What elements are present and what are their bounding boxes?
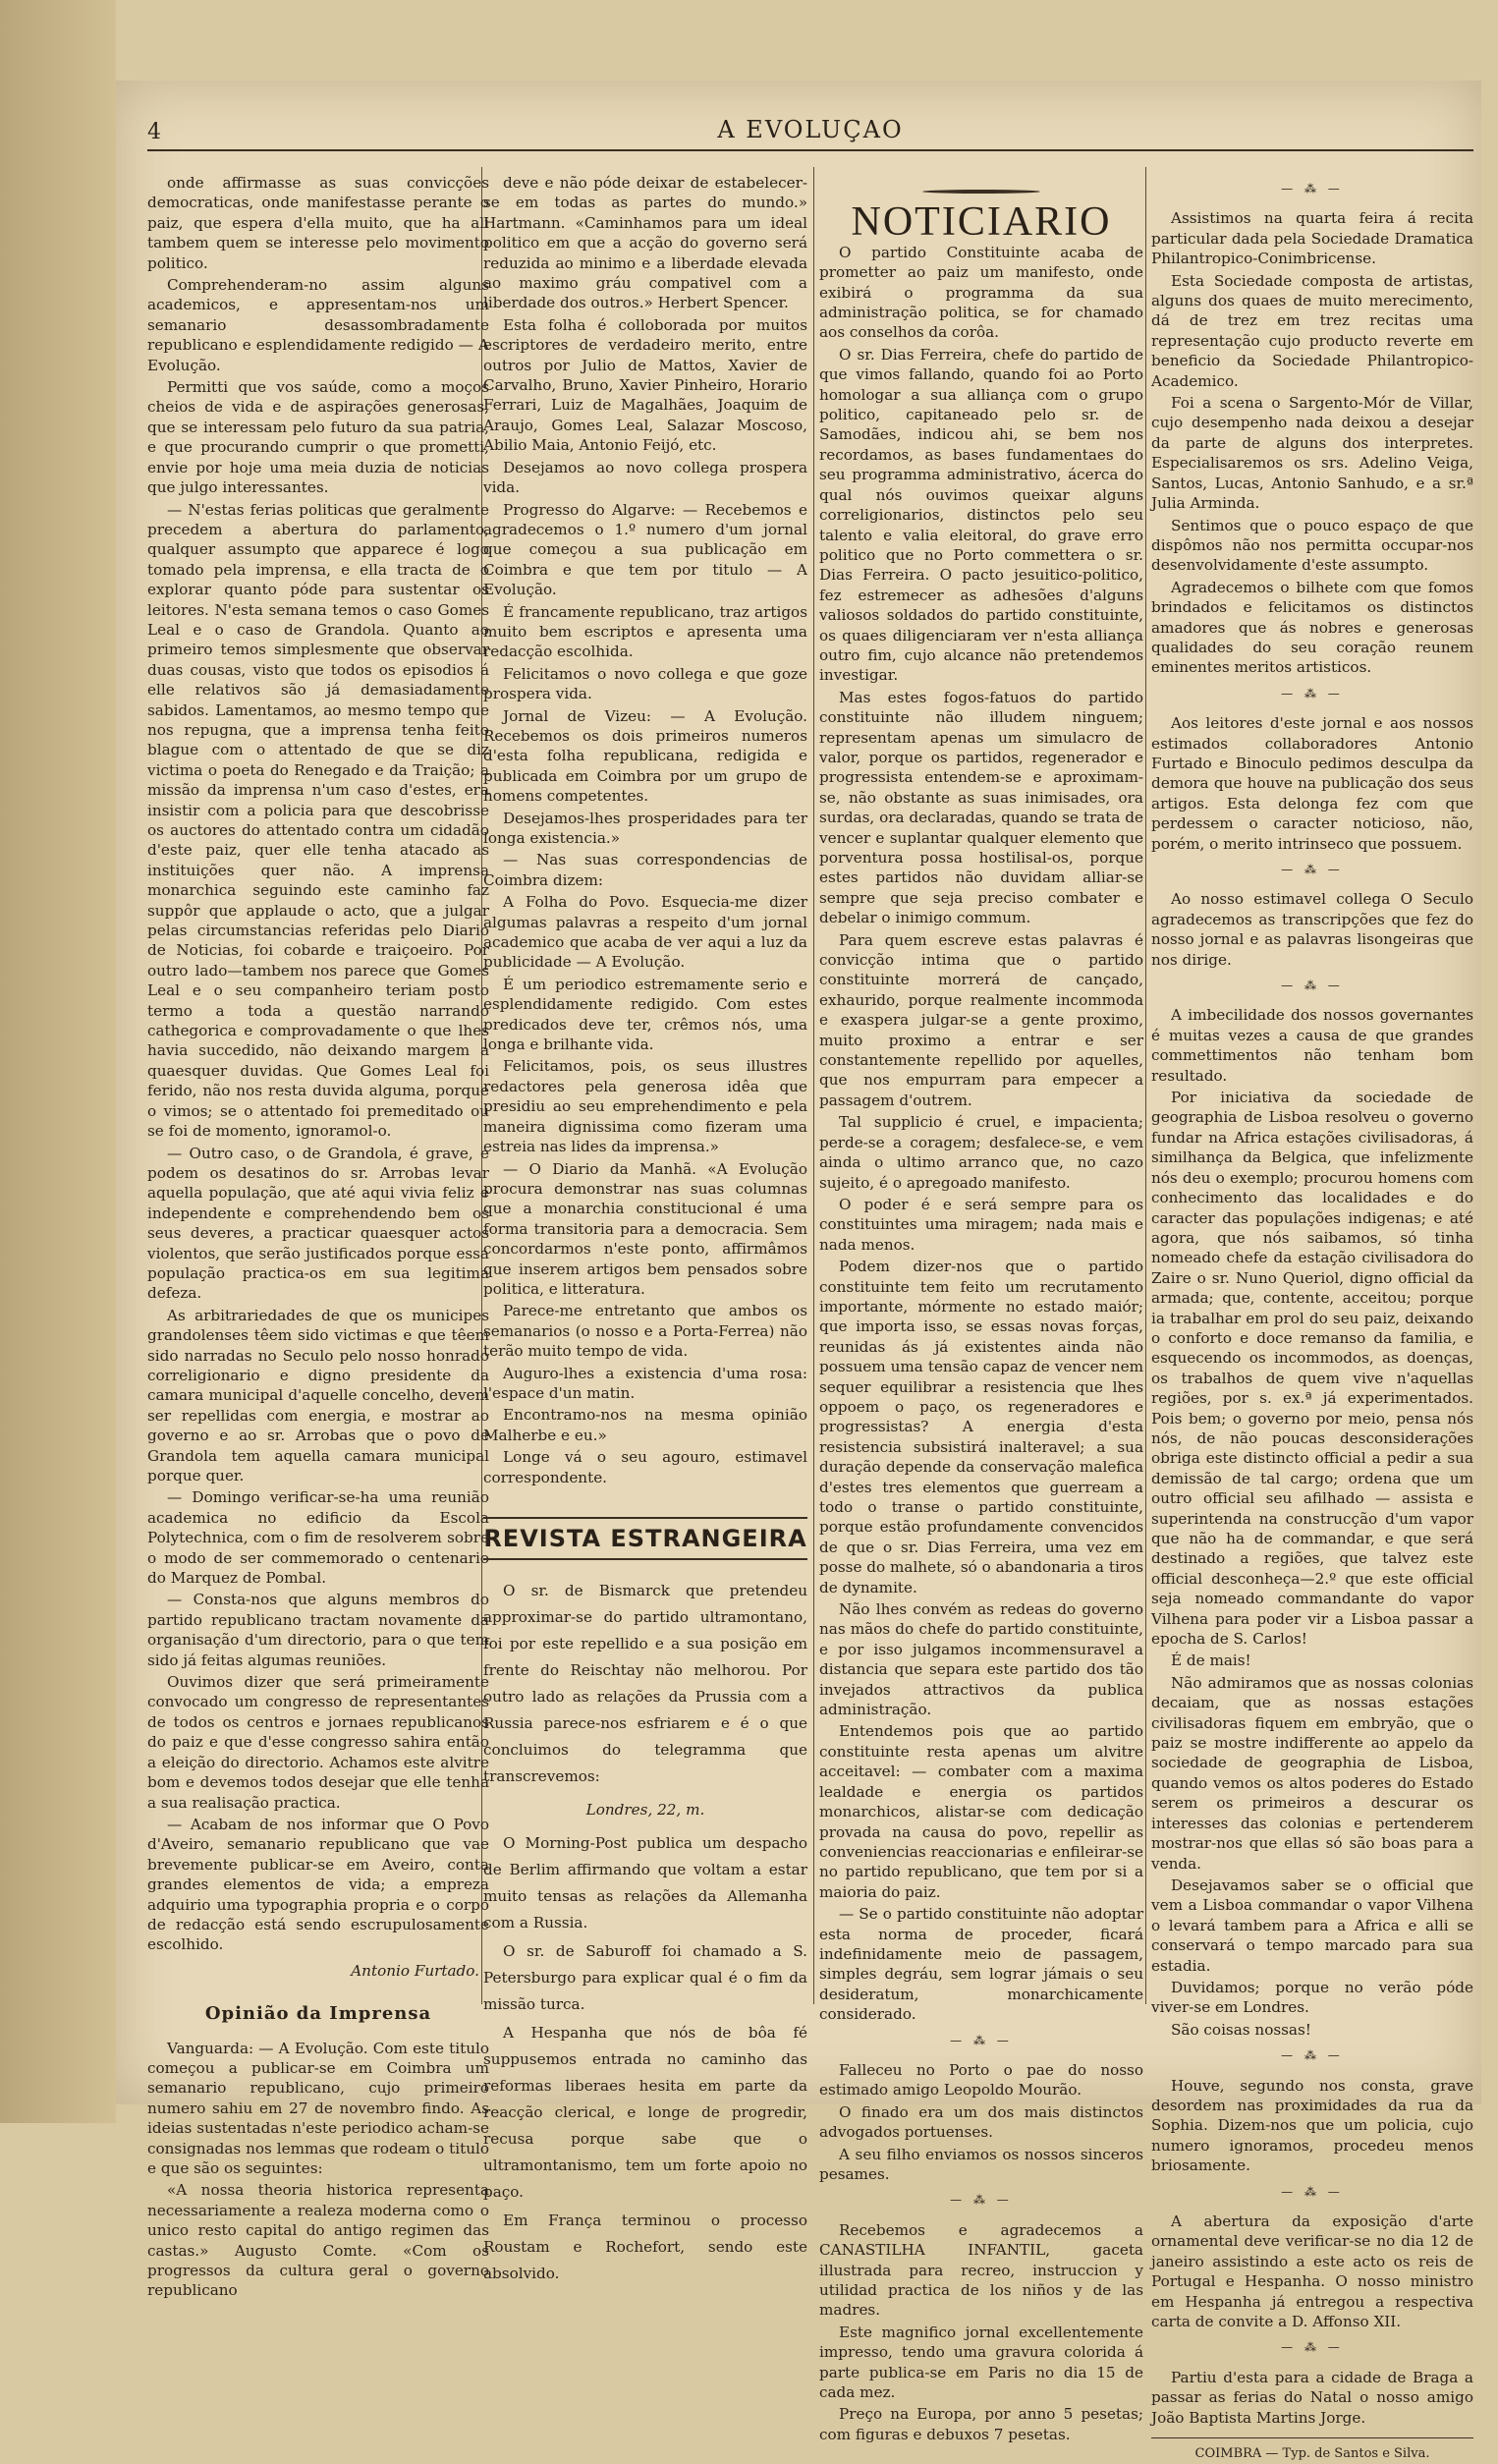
paragraph: O poder é e será sempre para os constituintes uma miragem; nada mais e nada menos. (819, 1195, 1143, 1254)
paragraph: A Folha do Povo. Esquecia-me dizer algumas palavras a respeito d'um jornal academico que acaba de ver aqui a luz da publicidade — A Evolução. (483, 893, 807, 972)
paragraph: Preço na Europa, por anno 5 pesetas; com figuras e debuxos 7 pesetas. (819, 2405, 1143, 2443)
paragraph: Recebemos e agradecemos a CANASTILHA INFANTIL, gaceta illustrada para recreo, instruccion y utilidad practica de los niños y de las madres. (819, 2220, 1143, 2320)
paragraph: Desejamos-lhes prosperidades para ter longa existencia.» (483, 809, 807, 847)
paragraph: O partido Constituinte acaba de prometter ao paiz um manifesto, onde exibirá o programma da sua administração politica, se for chamado aos conselhos da corôa. (819, 243, 1143, 342)
paragraph: Não lhes convém as redeas do governo nas mãos do chefe do partido constituinte, e por isso julgamos incommensuravel a distancia que separa este partido dos tão invejados attractivos da publica administração. (819, 1600, 1143, 1719)
paragraph: Auguro-lhes a existencia d'uma rosa: l'espace d'un matin. (483, 1364, 807, 1402)
paragraph: Comprehenderam-no assim alguns academicos, e appresentam-nos um semanario desassombradamente republicano e esplendidamente redigido — A Evolução. (147, 276, 489, 374)
paragraph: É de mais! (1171, 1652, 1251, 1670)
separator: — ⁂ — (1281, 863, 1344, 876)
paragraph: Desejamos ao novo collega prospera vida. (483, 458, 807, 497)
paragraph: deve e não póde deixar de estabelecer-se em todas as partes do mundo.» Hartmann. «Caminhamos para um ideal politico em que a acção do governo será reduzida ao minimo e a liberdade elevada ao maximo gráu compativel com a liberdade dos outros.» Herbert Spencer. (483, 174, 807, 312)
signature: Antonio Furtado. (351, 1961, 479, 1980)
paragraph: Entendemos pois que ao partido constituinte resta apenas um alvitre acceitavel: — combater com a maxima lealdade e energia os partidos monarchicos, alistar-se com dedicação provada na causa do povo, repellir as conveniencias reaccionarias e enfileirar-se no partido republicano, que tem por si a maioria do paiz. (819, 1722, 1143, 1901)
paragraph: Parece-me entretanto que ambos os semanarios (o nosso e a Porta-Ferrea) não terão muito tempo de vida. (483, 1302, 807, 1361)
paragraph: Não admiramos que as nossas colonias decaiam, que as nossas estações civilisadoras fiquem em embryão, que o paiz se mostre indifferente ao appelo da sociedade de geographia de Lisboa, quando vemos os altos poderes do Estado serem os primeiros a descurar os interesses das colonias e pertenderem mostrar-nos que ellas só são boas para a venda. (1151, 1673, 1473, 1873)
paragraph: Sentimos que o pouco espaço de que dispômos não nos permitta occupar-nos desenvolvidamente d'este assumpto. (1151, 516, 1473, 575)
paragraph: — O Diario da Manhã. «A Evolução procura demonstrar nas suas columnas que a monarchia constitucional é uma forma transitoria para a democracia. Sem concordarmos n'este ponto, affirmâmos que inserem artigos bem pensados sobre politica, e litteratura. (483, 1159, 807, 1298)
paragraph: Para quem escreve estas palavras é convicção intima que o partido constituinte morrerá de cançado, exhaurido, porque realmente incommoda e exaspera julgar-se a gente proximo, muito proximo a entrar e ser constantemente repellido por aquelles, que nos empurram para empecer a passagem d'outrem. (819, 930, 1143, 1109)
paragraph: — Consta-nos que alguns membros do partido republicano tractam novamente da organisação d'um directorio, para o que tem sido já feitas algumas reuniões. (147, 1591, 489, 1669)
paragraph: Esta Sociedade composta de artistas, alguns dos quaes de muito merecimento, dá de trez em trez recitas uma representação cujo producto reverte em beneficio da Sociedade Philantropico-Academico. (1151, 271, 1473, 390)
paragraph: Foi a scena o Sargento-Mór de Villar, cujo desempenho nada deixou a desejar da parte de alguns dos interpretes. Especialisaremos os srs. Adelino Veiga, Santos, Lucas, Antonio Sanhudo, e a sr.ª Julia Arminda. (1151, 394, 1473, 513)
section-title-opiniao: Opinião da Imprensa (204, 2003, 432, 2025)
paragraph: Ouvimos dizer que será primeiramente convocado um congresso de representantes de todos os centros e jornaes republicanos do paiz e que d'esse congresso sahira então a eleição do directorio. Achamos este alvitre bom e devemos todos desejar que elle tenha a sua realisação practica. (147, 1673, 489, 1812)
paragraph: A imbecilidade dos nossos governantes é muitas vezes a causa de que grandes commettimentos não tenham bom resultado. (1151, 1006, 1473, 1085)
paragraph: Falleceu no Porto o pae do nosso estimado amigo Leopoldo Mourão. (819, 2060, 1143, 2100)
paragraph: — Outro caso, o de Grandola, é grave, e podem os desatinos do sr. Arrobas levar aquella população, que até aqui vivia feliz e independente e comprehendendo bem os seus deveres, a practicar quaesquer actos violentos, que serão justificados porque essa população practica-os em sua legitima defeza. (147, 1144, 489, 1303)
page-edge (0, 0, 116, 2123)
paragraph: «A nossa theoria historica representa necessariamente a realeza moderna como o unico resto capital do antigo regimen das castas.» Augusto Comte. «Com os progressos da cultura geral o governo republicano (147, 2181, 489, 2300)
printer-imprint: COIMBRA — Typ. de Santos e Silva. (1151, 2437, 1473, 2464)
separator: — ⁂ — (1281, 2340, 1344, 2355)
paragraph: A Hespanha que nós de bôa fé suppusemos entrada no caminho das reformas liberaes hesita em parte da reacção clerical, e longe de progredir, recusa porque sabe que o ultramontanismo, tem um forte apoio no paço. (483, 2023, 807, 2201)
paragraph: Mas estes fogos-fatuos do partido constituinte não illudem ninguem; representam apenas um simulacro de valor, porque os partidos, regenerador e progressista entendem-se e aproximam-se, não obstante as suas inimisades, ora surdas, ora declaradas, quando se trata de vencer e suplantar qualquer elemento que porventura possa hostilisal-os, porque estes partidos não duvidam alliar-se sempre que seja preciso combater e debelar o inimigo commum. (819, 688, 1143, 927)
column-rule (1145, 167, 1146, 2004)
paragraph: É um periodico estremamente serio e esplendidamente redigido. Com estes predicados deve ter, crêmos nós, uma longa e brilhante vida. (483, 975, 807, 1054)
paragraph: São coisas nossas! (1171, 2020, 1311, 2039)
paragraph: Felicitamos o novo collega e que goze prospera vida. (483, 664, 807, 703)
column-1 (147, 173, 489, 2303)
separator: — ⁂ — (1281, 2048, 1344, 2063)
paragraph: O sr. de Bismarck que pretendeu approximar-se do partido ultramontano, foi por este repellido e a sua posição em frente do Reischtay não melhorou. Por outro lado as relações da Prussia com a Russia parece-nos esfriarem e é o que concluimos do telegramma que transcrevemos: (483, 1582, 807, 1786)
paragraph: O sr. Dias Ferreira, chefe do partido de que vimos fallando, quando foi ao Porto homologar a sua alliança com o grupo politico, capitaneado pelo sr. de Samodães, indicou ahi, se bem nos recordamos, as bases fundamentaes do seu programma administrativo, ácerca do qual nós ouvimos queixar alguns correligionarios, distinctos pelo seu talento e valia eleitoral, do grave erro politico que no Porto commettera o sr. Dias Ferreira. O pacto jesuitico-politico, fez estremecer as adhesões d'alguns valiosos soldados do partido constituinte, os quaes diligenciaram ver n'esta alliança outro fim, cujo alcance não pretendemos investigar. (819, 345, 1143, 685)
paragraph: — Se o partido constituinte não adoptar esta norma de proceder, ficará indefinidamente meio de passagem, simples degráu, sem lograr jámais o seu desideratum, monarchicamente considerado. (819, 1905, 1143, 2024)
paragraph: Jornal de Vizeu: — A Evolução. Recebemos os dois primeiros numeros d'esta folha republicana, redigida e publicada em Coimbra por um grupo de homens competentes. (483, 706, 807, 806)
paragraph: Este magnifico jornal excellentemente impresso, tendo uma gravura colorida á parte publica-se em Paris no dia 15 de cada mez. (819, 2323, 1143, 2402)
separator: — ⁂ — (950, 2193, 1013, 2208)
paragraph: Encontramo-nos na mesma opinião Malherbe e eu.» (483, 1406, 807, 1444)
paragraph: onde affirmasse as suas convicções democraticas, onde manifestasse perante o paiz, que espera d'ella muito, que ha ali tambem quem se interesse pelo movimento politico. (147, 174, 489, 272)
paragraph: — Nas suas correspondencias de Coimbra dizem: (483, 851, 807, 889)
dateline: Londres, 22, m. (585, 1801, 705, 1820)
paragraph: Podem dizer-nos que o partido constituinte tem feito um recrutamento importante, mórmente no estado maiór; que importa isso, se essas novas forças, reunidas ás já existentes ainda não possuem uma tensão capaz de vencer nem sequer equilibrar a resistencia que lhes oppoem o paço, os regeneradores e progressistas? A energia d'esta resistencia subsistirá inalteravel; a sua duração depende da conservação malefica d'estes tres elementos que guerream a todo o transe o partido constituinte, porque estão profundamente convencidos de que o sr. Dias Ferreira, uma vez em posse do malhete, só o abandonaria a tiros de dynamite. (819, 1258, 1143, 1596)
paragraph: O finado era um dos mais distinctos advogados portuenses. (819, 2102, 1143, 2142)
column-2 (483, 173, 807, 2289)
paragraph: Aos leitores d'este jornal e aos nossos estimados collaboradores Antonio Furtado e Binoculo pedimos desculpa da demora que houve na publicação dos seus artigos. Esta delonga fez com que perdessem o caracter noticioso, não, porém, o merito intrinseco que possuem. (1151, 714, 1473, 853)
paragraph: Desejavamos saber se o official que vem a Lisboa commandar o vapor Vilhena o levará tambem para a Africa e alli se conservará o tempo marcado para sua estadia. (1151, 1876, 1473, 1975)
paper-title: A EVOLUÇAO (717, 116, 904, 143)
paragraph: Por iniciativa da sociedade de geographia de Lisboa resolveu o governo fundar na Africa estações civilisadoras, á similhança da Belgica, que infelizmente nós deu o exemplo; procurou homens com conhecimento das localidades e do caracter das populações indigenas; e até agora, que nós saibamos, só tinha nomeado chefe da estação civilisadora do Zaire o sr. Nuno Queriol, digno official da armada; que, contente, acceitou; porque ia trabalhar em prol do seu paiz, deixando o conforto e doce remanso da familia, e esquecendo os incommodos, as doenças, os trabalhos de quem vive n'aquellas regiões, por s. ex.ª já experimentados. Pois bem; o governo por meio, pensa nós nós, de não poucas desconsiderações obriga este distincto official a pedir a sua demissão de tal cargo; ordena que um outro official seu afilhado — assista e superintenda na construcção d'um vapor que não ha de commandar, e que será destinado a regiões, que talvez este official desconheça—2.º que este official seja nomeado commandante do vapor Vilhena para poder vir a Lisboa passar a epocha de S. Carlos! (1151, 1089, 1473, 1649)
paragraph: Permitti que vos saúde, como a moços cheios de vida e de aspirações generosas, que se interessam pelo futuro da sua patria, e que procurando cumprir o que prometti, envie por hoje uma meia duzia de noticias que julgo interessantes. (147, 378, 489, 497)
paragraph: — Acabam de nos informar que O Povo d'Aveiro, semanario republicano que vae brevemente publicar-se em Aveiro, conta grandes elementos de vida; a empreza adquirio uma typographia propria e o corpo de redacção está sendo escrupulosamente escolhido. (147, 1815, 489, 1954)
ornament (819, 179, 1143, 198)
paragraph: As arbitrariedades de que os municipes grandolenses têem sido victimas e que têem sido narradas no Seculo pelo nosso honrado correligionario e digno presidente da camara municipal d'aquelle concelho, devem ser repellidas com energia, e mostrar ao governo e ao sr. Arrobas que o povo de Grandola tem aquella camara municipal porque quer. (147, 1306, 489, 1484)
paragraph: Felicitamos, pois, os seus illustres redactores pela generosa idêa que presidiu ao seu emprehendimento e pela maneira dignissima como fizeram uma estreia nas lides da imprensa.» (483, 1057, 807, 1156)
paragraph: Longe vá o seu agouro, estimavel correspondente. (483, 1448, 807, 1486)
paragraph: Duvidamos; porque no verão póde viver-se em Londres. (1151, 1978, 1473, 2017)
column-3 (819, 173, 1143, 2446)
paragraph: É francamente republicano, traz artigos muito bem escriptos e apresenta uma redacção escolhida. (483, 602, 807, 661)
paragraph: O sr. de Saburoff foi chamado a S. Petersburgo para explicar qual é o fim da missão turca. (483, 1941, 807, 2013)
paragraph: A abertura da exposição d'arte ornamental deve verificar-se no dia 12 de janeiro assistindo a este acto os reis de Portugal e Hespanha. O nosso ministro em Hespanha já entregou a respectiva carta de convite a D. Affonso XII. (1151, 2212, 1473, 2331)
separator: — ⁂ — (1281, 686, 1344, 700)
paragraph: Assistimos na quarta feira á recita particular dada pela Sociedade Dramatica Philantropico-Conimbricense. (1151, 209, 1473, 268)
paragraph: — Domingo verificar-se-ha uma reunião academica no edificio da Escola Polytechnica, com o fim de resolverem sobre o modo de ser commemorado o centenario do Marquez de Pombal. (147, 1488, 489, 1588)
paragraph: Esta folha é colloborada por muitos escriptores de verdadeiro merito, entre outros por Julio de Mattos, Xavier de Carvalho, Bruno, Xavier Pinheiro, Horario Ferrari, Luiz de Magalhães, Joaquim de Araujo, Gomes Leal, Salazar Moscoso, Abilio Maia, Antonio Feijó, etc. (483, 315, 807, 455)
page-number: 4 (147, 120, 161, 144)
separator: — ⁂ — (950, 2033, 1013, 2047)
paragraph: O Morning-Post publica um despacho de Berlim affirmando que voltam a estar muito tensas as relações da Allemanha com a Russia. (483, 1833, 807, 1932)
paragraph: Ao nosso estimavel collega O Seculo agradecemos as transcripções que fez do nosso jornal e as palavras lisongeiras que nos dirige. (1151, 890, 1473, 969)
separator: — ⁂ — (1281, 182, 1344, 196)
column-4 (1151, 173, 1473, 2464)
paragraph: Houve, segundo nos consta, grave desordem nas proximidades da rua da Sophia. Dizem-nos que um policia, cujo numero ignoramos, procedeu menos briosamente. (1151, 2076, 1473, 2175)
paragraph: Agradecemos o bilhete com que fomos brindados e felicitamos os distinctos amadores que ás nobres e generosas qualidades do seu coração reunem eminentes meritos artisticos. (1151, 578, 1473, 677)
paragraph: A seu filho enviamos os nossos sinceros pesames. (819, 2145, 1143, 2183)
paragraph: Tal supplicio é cruel, e impacienta; perde-se a coragem; desfalece-se, e vem ainda o ultimo arranco que, no cazo sujeito, é o apregoado manifesto. (819, 1113, 1143, 1192)
separator: — ⁂ — (1281, 2184, 1344, 2199)
paragraph: Em França terminou o processo Roustam e Rochefort, sendo este absolvido. (483, 2211, 807, 2282)
separator: — ⁂ — (1281, 979, 1344, 993)
section-title-noticiario: NOTICIARIO (851, 199, 1112, 246)
paragraph: Partiu d'esta para a cidade de Braga a passar as ferias do Natal o nosso amigo João Baptista Martins Jorge. (1151, 2368, 1473, 2427)
paragraph: Vanguarda: — A Evolução. Com este titulo começou a publicar-se em Coimbra um semanario republicano, cujo primeiro numero sahiu em 27 de novembro findo. As ideias sustentadas n'este periodico acham-se consignadas nos lemmas que rodeam o titulo e que são os seguintes: (147, 2039, 489, 2177)
page-header (147, 110, 1473, 151)
section-title-revista: REVISTA ESTRANGEIRA (483, 1517, 807, 1560)
paragraph: Progresso do Algarve: — Recebemos e agradecemos o 1.º numero d'um jornal que começou a sua publicação em Coimbra e que tem por titulo — A Evolução. (483, 500, 807, 599)
paragraph: — N'estas ferias politicas que geralmente precedem a abertura do parlamento, qualquer assumpto que apparece é logo tomado pela imprensa, e ella tracta de o explorar quanto póde para sustentar os leitores. N'esta semana temos o caso Gomes Leal e o caso de Grandola. Quanto ao primeiro temos simplesmente que observar duas cousas, visto que todos os episodios á elle relativos são já demasiadamente sabidos. Lamentamos, ao mesmo tempo que nos repugna, que a imprensa tenha feito blague com o attentado de que se diz victima o poeta do Renegado e da Traição; a missão da imprensa n'um caso d'estes, era insistir com a policia para que descobrisse os auctores do attentado contra um cidadão d'este paiz, quer elle tenha atacado as instituições quer não. A imprensa monarchica seguindo este caminho faz suppôr que applaude o acto, que a julgar pelas circumstancias referidas pelo Diario de Noticias, foi cobarde e traiçoeiro. Por outro lado—tambem nos parece que Gomes Leal e o seu companheiro teriam posto termo a toda a questão narrando cathegorica e comprovadamente o que lhes havia succedido, não deixando margem a quaesquer duvidas. Que Gomes Leal foi ferido, não nos resta duvida alguma, porque o vimos; se o attentado foi premeditado ou se foi de momento, ignoramol-o. (147, 500, 489, 1141)
column-rule (813, 167, 814, 2004)
